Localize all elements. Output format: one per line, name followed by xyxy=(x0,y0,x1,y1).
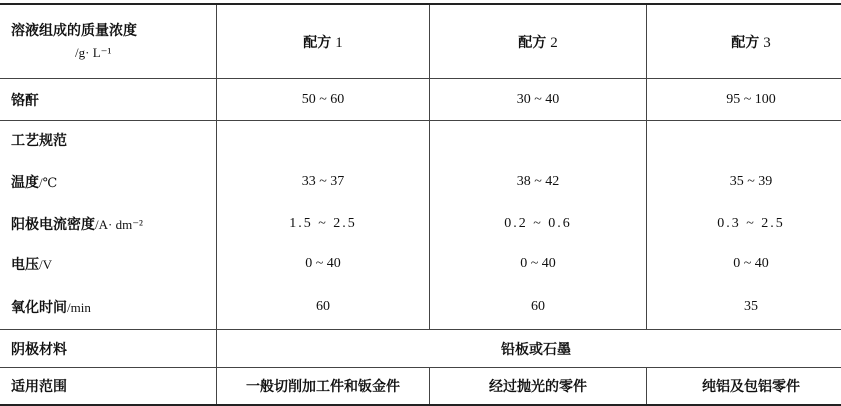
temperature-label: 温度 xyxy=(11,175,39,191)
table-row xyxy=(0,79,841,121)
process-empty-3 xyxy=(647,121,841,160)
formula-1-label: 配方 xyxy=(303,35,331,51)
scope-value-2: 经过抛光的零件 xyxy=(430,368,647,406)
current-density-value-3: 0.3 ~ 2.5 xyxy=(647,205,841,242)
voltage-unit: /V xyxy=(39,257,52,272)
header-row xyxy=(0,4,841,79)
voltage-value-2: 0 ~ 40 xyxy=(430,242,647,285)
table-row xyxy=(0,242,841,285)
formula-1-header xyxy=(217,4,430,79)
table-row xyxy=(0,368,841,406)
cathode-label: 阴极材料 xyxy=(0,330,217,368)
current-density-unit: /A· dm⁻² xyxy=(95,217,143,232)
formula-table xyxy=(0,3,841,402)
time-label-cell xyxy=(0,285,217,330)
anhydride-label: 铬酐 xyxy=(0,79,217,121)
temperature-value-3: 35 ~ 39 xyxy=(647,159,841,205)
time-label: 氧化时间 xyxy=(11,300,67,316)
voltage-value-1: 0 ~ 40 xyxy=(217,242,430,285)
header-label-line1: 溶液组成的质量浓度 xyxy=(11,23,137,39)
current-density-label-cell xyxy=(0,205,217,242)
anhydride-value-2: 30 ~ 40 xyxy=(430,79,647,121)
table-row xyxy=(0,121,841,160)
formula-3-number: 3 xyxy=(763,35,771,51)
formula-2-number: 2 xyxy=(550,35,558,51)
time-value-3: 35 xyxy=(647,285,841,330)
table-row xyxy=(0,159,841,205)
formula-3-label: 配方 xyxy=(731,35,759,51)
chromic-anodizing-table xyxy=(0,3,841,406)
formula-2-header xyxy=(430,4,647,79)
formula-3-header xyxy=(647,4,841,79)
voltage-label-cell xyxy=(0,242,217,285)
temperature-unit: /℃ xyxy=(39,175,57,190)
scope-value-3: 纯铝及包铝零件 xyxy=(647,368,841,406)
process-empty-2 xyxy=(430,121,647,160)
current-density-value-2: 0.2 ~ 0.6 xyxy=(430,205,647,242)
voltage-value-3: 0 ~ 40 xyxy=(647,242,841,285)
table-row xyxy=(0,285,841,330)
process-label: 工艺规范 xyxy=(0,121,217,160)
anhydride-value-1: 50 ~ 60 xyxy=(217,79,430,121)
table-row xyxy=(0,205,841,242)
cathode-value: 铅板或石墨 xyxy=(217,330,841,368)
time-value-2: 60 xyxy=(430,285,647,330)
formula-2-label: 配方 xyxy=(518,35,546,51)
process-empty-1 xyxy=(217,121,430,160)
header-row-label xyxy=(0,4,217,79)
anhydride-value-3: 95 ~ 100 xyxy=(647,79,841,121)
time-value-1: 60 xyxy=(217,285,430,330)
scope-label: 适用范围 xyxy=(0,368,217,406)
scope-value-1: 一般切削加工件和钣金件 xyxy=(217,368,430,406)
formula-1-number: 1 xyxy=(335,35,343,51)
table-row xyxy=(0,330,841,368)
current-density-label: 阳极电流密度 xyxy=(11,217,95,233)
voltage-label: 电压 xyxy=(11,257,39,273)
current-density-value-1: 1.5 ~ 2.5 xyxy=(217,205,430,242)
header-label-unit: /g· L⁻¹ xyxy=(11,42,216,64)
time-unit: /min xyxy=(67,300,91,315)
temperature-label-cell xyxy=(0,159,217,205)
temperature-value-2: 38 ~ 42 xyxy=(430,159,647,205)
temperature-value-1: 33 ~ 37 xyxy=(217,159,430,205)
